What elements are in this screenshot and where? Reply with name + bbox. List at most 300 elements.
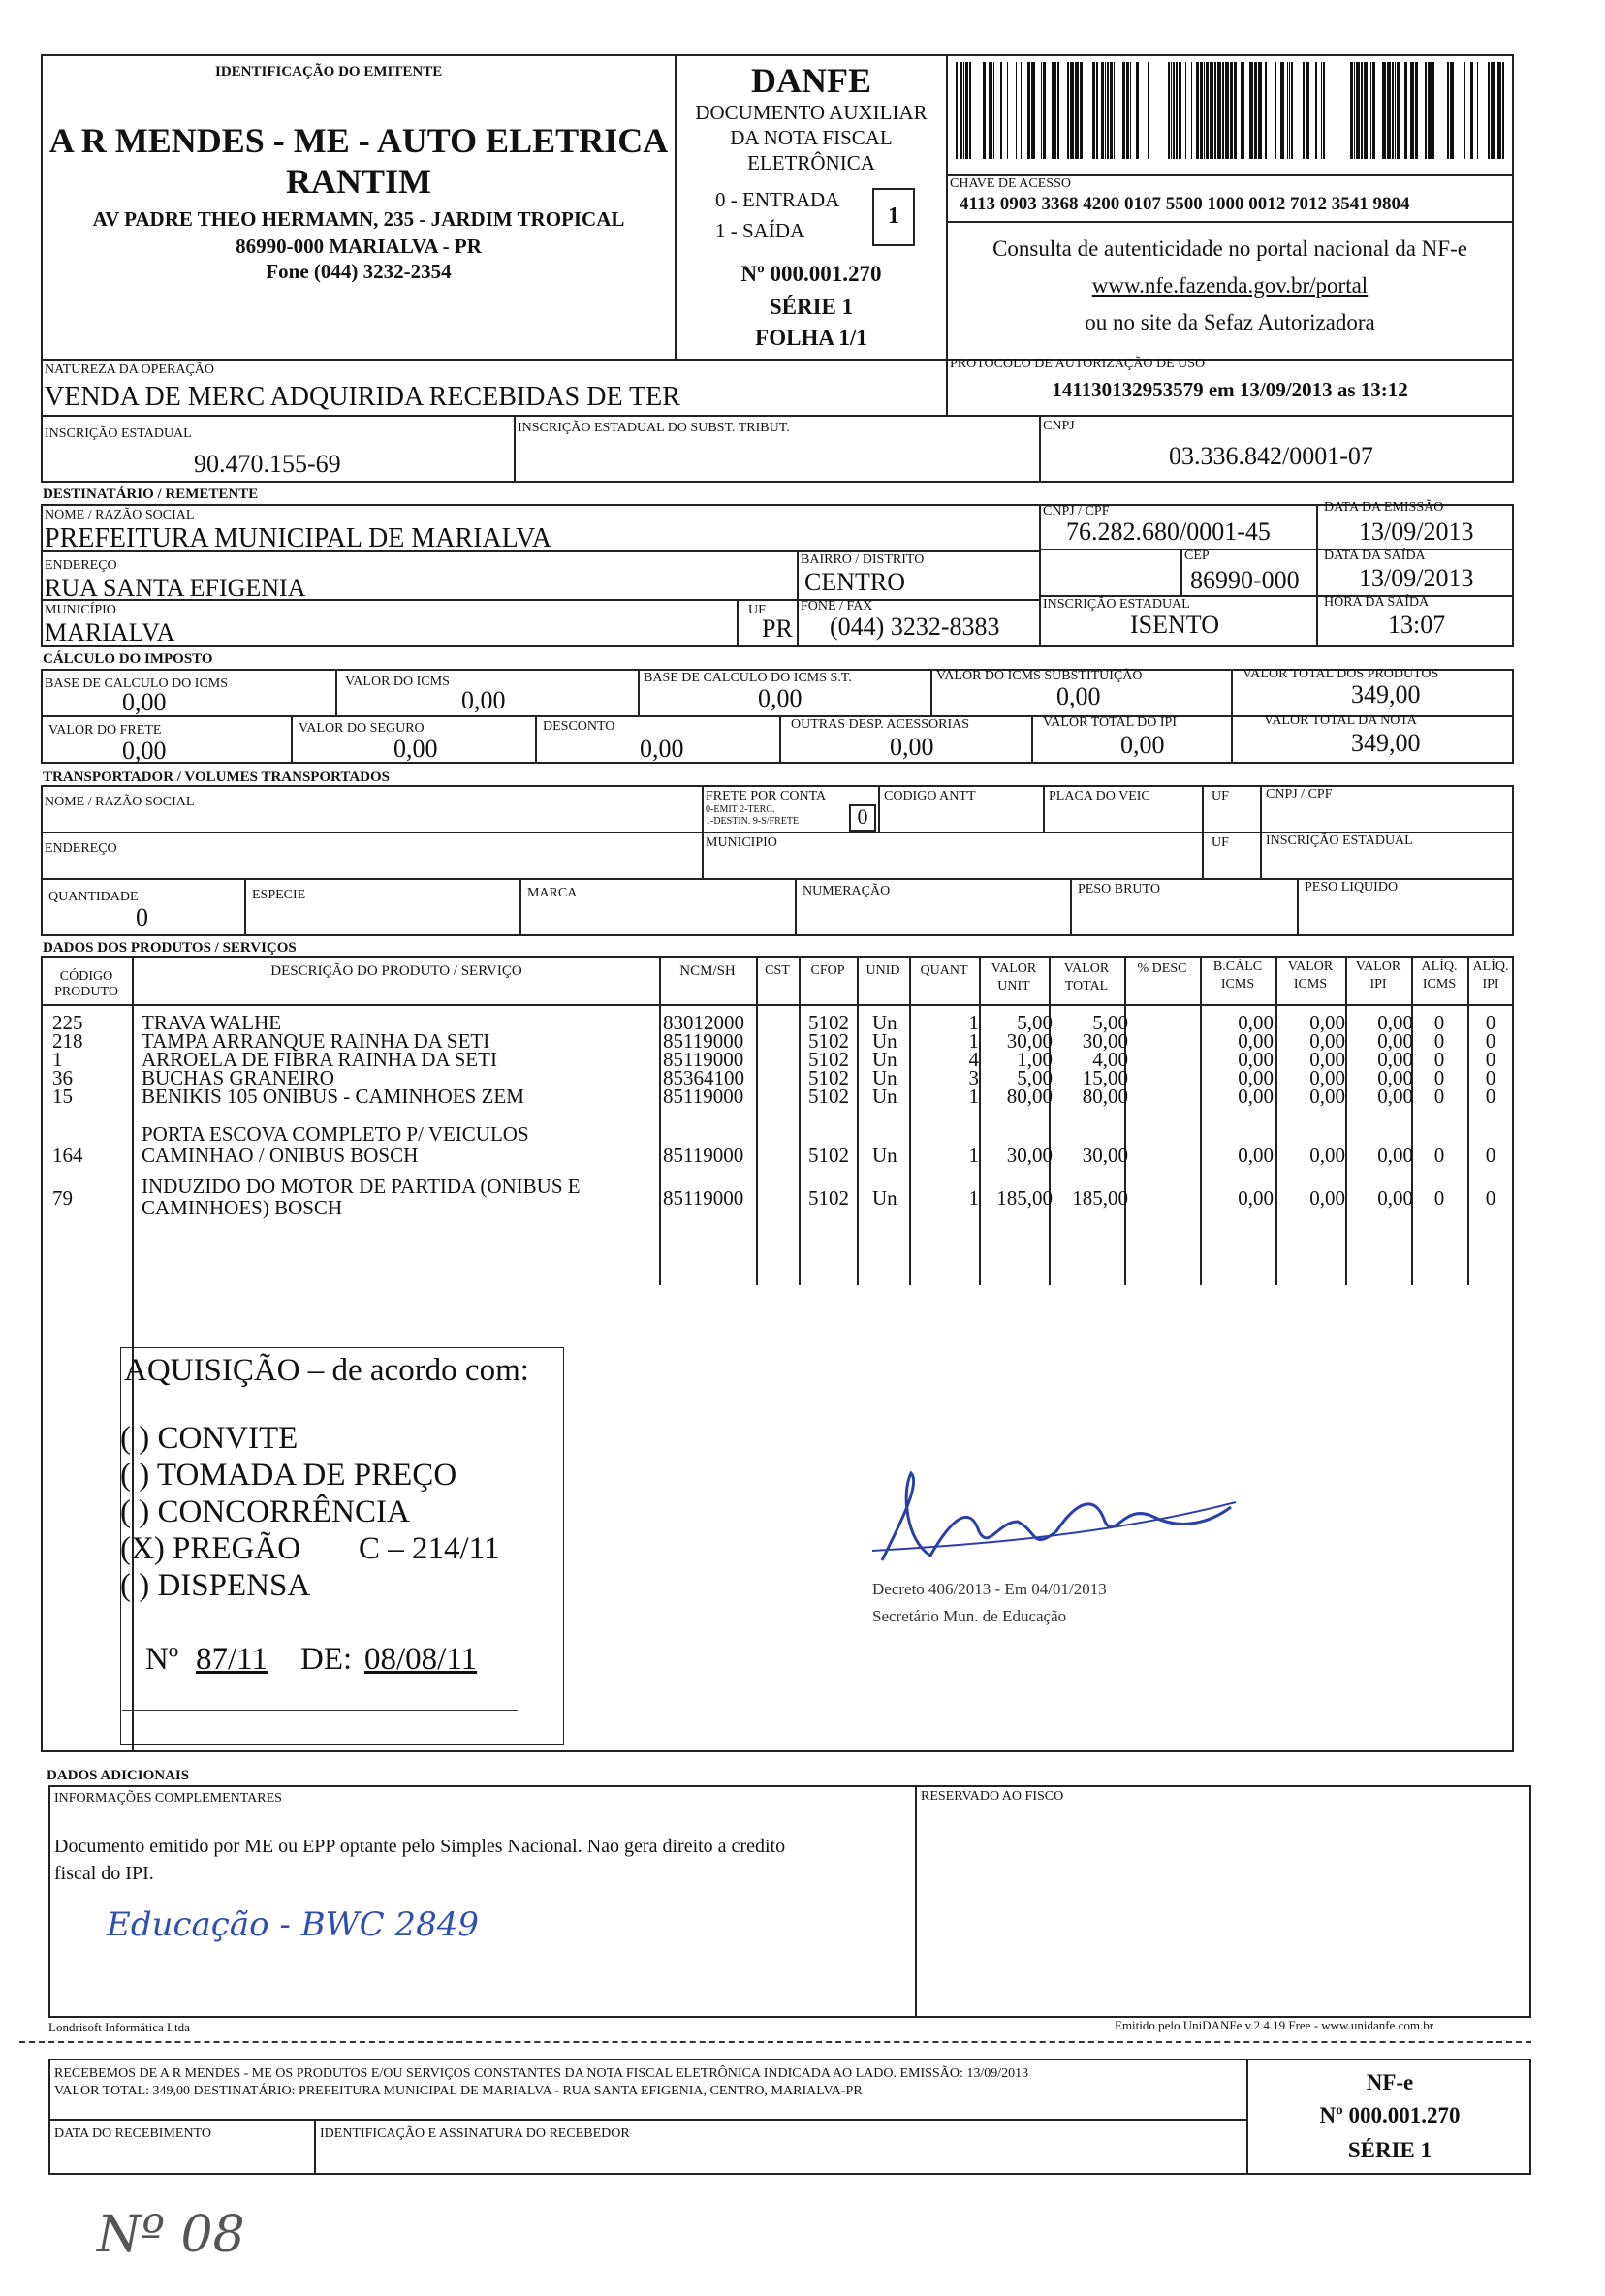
stamp-opt4: (X) PREGÃO xyxy=(120,1531,301,1566)
hdr-vipi2: IPI xyxy=(1369,977,1387,991)
seguro-label: VALOR DO SEGURO xyxy=(299,721,425,736)
barcode-bar xyxy=(1225,62,1229,159)
cell-vtotal: 30,00 xyxy=(1082,1029,1128,1053)
cnpj-emit-label: CNPJ xyxy=(1043,419,1075,433)
ie-st-label: INSCRIÇÃO ESTADUAL DO SUBST. TRIBUT. xyxy=(518,421,790,435)
dest-nome-label: NOME / RAZÃO SOCIAL xyxy=(45,508,195,522)
cell-descricao: BENIKIS 105 ONIBUS - CAMINHOES ZEM xyxy=(142,1085,524,1108)
transp-peso-bruto-label: PESO BRUTO xyxy=(1078,882,1160,896)
dest-emissao: 13/09/2013 xyxy=(1359,518,1474,546)
cell-aicms: 0 xyxy=(1433,1085,1445,1108)
desconto-label: DESCONTO xyxy=(543,719,615,734)
barcode-bar xyxy=(1041,62,1042,159)
stamp-opt1: ( ) CONVITE xyxy=(120,1421,299,1456)
cell-bc: 0,00 xyxy=(1238,1011,1274,1034)
canhoto-serie: SÉRIE 1 xyxy=(1347,2138,1432,2162)
barcode-bar xyxy=(1323,62,1325,159)
outras: 0,00 xyxy=(890,733,934,761)
emitente-phone: Fone (044) 3232-2354 xyxy=(266,260,452,283)
barcode-bar xyxy=(1425,62,1427,159)
transp-frete-opts2: 1-DESTIN. 9-S/FRETE xyxy=(706,816,800,827)
cell-quant: 1 xyxy=(968,1029,979,1053)
canhoto-data-label: DATA DO RECEBIMENTO xyxy=(54,2126,211,2141)
cell-vtotal: 185,00 xyxy=(1072,1186,1128,1210)
transp-qtd: 0 xyxy=(136,903,148,931)
frete-label: VALOR DO FRETE xyxy=(48,723,162,738)
divider xyxy=(1031,715,1033,764)
barcode-bar xyxy=(1204,62,1205,159)
cell-aipi: 0 xyxy=(1485,1029,1496,1053)
cell-vicms: 0,00 xyxy=(1309,1144,1345,1167)
barcode-bar xyxy=(1096,62,1098,159)
barcode-bar xyxy=(1176,62,1178,159)
hdr-cfop: CFOP xyxy=(810,963,845,978)
barcode-bar xyxy=(1196,62,1199,159)
barcode-bar xyxy=(1364,62,1368,159)
dest-municipio-label: MUNICÍPIO xyxy=(45,603,116,617)
transp-placa-label: PLACA DO VEIC xyxy=(1049,789,1150,803)
cell-cfop: 5102 xyxy=(808,1186,849,1210)
cell-descricao: ARROELA DE FIBRA RAINHA DA SETI xyxy=(142,1048,497,1071)
danfe-numero: Nº 000.001.270 xyxy=(740,262,882,286)
divider xyxy=(314,2119,316,2175)
divider xyxy=(659,956,661,1285)
divider xyxy=(1297,878,1299,936)
divider xyxy=(878,785,880,832)
cell-ncm: 85119000 xyxy=(663,1144,744,1167)
cell-aipi: 0 xyxy=(1485,1048,1496,1071)
barcode-bar xyxy=(1171,62,1172,159)
hdr-cst: CST xyxy=(765,963,790,978)
hdr-vicms2: ICMS xyxy=(1293,977,1328,991)
barcode-bar xyxy=(1021,62,1022,159)
cell-vipi: 0,00 xyxy=(1377,1066,1413,1089)
hdr-desc: % DESC xyxy=(1137,961,1187,976)
barcode-bar xyxy=(1428,62,1432,159)
outras-label: OUTRAS DESP. ACESSORIAS xyxy=(791,717,969,732)
cell-ncm: 85119000 xyxy=(663,1186,744,1210)
info-text1: Documento emitido por ME ou EPP optante pelo Simples Nacional. Nao gera direito a credito xyxy=(54,1836,786,1857)
barcode-bar xyxy=(1275,62,1276,159)
cell-aicms: 0 xyxy=(1433,1048,1445,1071)
divider xyxy=(1200,956,1202,1285)
natureza-label: NATUREZA DA OPERAÇÃO xyxy=(45,362,215,377)
divider xyxy=(1316,504,1318,647)
barcode-bar xyxy=(1148,62,1149,159)
barcode-bar xyxy=(1031,62,1035,159)
cell-unid: Un xyxy=(872,1011,897,1034)
cell-vipi: 0,00 xyxy=(1377,1011,1413,1034)
imposto-section-label: CÁLCULO DO IMPOSTO xyxy=(43,651,213,667)
divider xyxy=(799,956,801,1285)
cell-codigo: 36 xyxy=(52,1066,73,1089)
cell-quant: 3 xyxy=(968,1066,979,1089)
barcode-bar xyxy=(1230,62,1233,159)
divider xyxy=(1411,956,1413,1285)
divider xyxy=(1043,785,1045,832)
transp-nome-label: NOME / RAZÃO SOCIAL xyxy=(45,795,195,809)
barcode-bar xyxy=(1126,62,1129,159)
transp-frete-value: 0 xyxy=(857,804,868,829)
seguro: 0,00 xyxy=(393,735,438,763)
barcode-icon xyxy=(956,62,1504,159)
dest-ie: ISENTO xyxy=(1130,611,1219,639)
cell-aipi: 0 xyxy=(1485,1144,1496,1167)
barcode-bar xyxy=(983,62,986,159)
hdr-vtotal1: VALOR xyxy=(1063,961,1110,976)
barcode-bar xyxy=(1404,62,1407,159)
stamp-numero-prefix: Nº xyxy=(145,1642,179,1677)
barcode-bar xyxy=(1387,62,1391,159)
transportador-box xyxy=(41,785,1514,936)
cell-vunit: 5,00 xyxy=(1017,1066,1053,1089)
hdr-unid: UNID xyxy=(865,963,900,978)
canhoto-text2: VALOR TOTAL: 349,00 DESTINATÁRIO: PREFEITURA MUNICIPAL DE MARIALVA - RUA SANTA EFIGENIA, CENTRO, MARIALVA-PR xyxy=(54,2084,863,2098)
barcode-bar xyxy=(1222,62,1224,159)
divider xyxy=(1202,785,1204,878)
cell-bc: 0,00 xyxy=(1238,1144,1274,1167)
v-nota-label: VALOR TOTAL DA NOTA xyxy=(1264,713,1417,728)
cell-ncm: 85119000 xyxy=(663,1085,744,1108)
barcode-bar xyxy=(1258,62,1262,159)
barcode-bar xyxy=(1432,62,1434,159)
barcode-bar xyxy=(1092,62,1095,159)
barcode-bar xyxy=(1370,62,1371,159)
emitente-name-line1: A R MENDES - ME - AUTO ELETRICA xyxy=(48,121,669,160)
cell-ncm: 85364100 xyxy=(663,1066,744,1089)
cell-unid: Un xyxy=(872,1048,897,1071)
cell-ncm: 85119000 xyxy=(663,1029,744,1053)
dest-endereco-label: ENDEREÇO xyxy=(45,558,117,573)
hdr-vtotal2: TOTAL xyxy=(1064,979,1109,993)
danfe-subtitle2: DA NOTA FISCAL xyxy=(730,126,893,149)
table-row xyxy=(47,1122,1512,1167)
stamp-data: 08/08/11 xyxy=(364,1642,478,1677)
stamp-opt3: ( ) CONCORRÊNCIA xyxy=(120,1494,410,1529)
hdr-codigo1: CÓDIGO xyxy=(59,969,113,984)
divider xyxy=(1345,956,1347,1285)
divider xyxy=(1231,669,1233,764)
cell-descricao: TAMPA ARRANQUE RAINHA DA SETI xyxy=(142,1029,490,1053)
cell-vunit: 1,00 xyxy=(1017,1048,1053,1071)
transp-antt-label: CODIGO ANTT xyxy=(884,789,976,803)
cell-ncm: 83012000 xyxy=(663,1011,744,1034)
produtos-section-label: DADOS DOS PRODUTOS / SERVIÇOS xyxy=(43,940,297,956)
barcode-bar xyxy=(1105,62,1106,159)
barcode-bar xyxy=(1289,62,1290,159)
cell-aicms: 0 xyxy=(1433,1186,1445,1210)
divider xyxy=(737,599,739,647)
hdr-bc2: ICMS xyxy=(1220,977,1255,991)
divider xyxy=(291,715,293,764)
hdr-vicms1: VALOR xyxy=(1287,959,1334,974)
divider xyxy=(756,956,758,1285)
cell-vicms: 0,00 xyxy=(1309,1029,1345,1053)
barcode-bar xyxy=(1502,62,1504,159)
cell-unid: Un xyxy=(872,1144,897,1167)
divider xyxy=(797,550,799,647)
danfe-subtitle3: ELETRÔNICA xyxy=(747,151,875,174)
cut-line xyxy=(19,2041,1531,2043)
divider xyxy=(915,1785,917,2018)
cell-vicms: 0,00 xyxy=(1309,1085,1345,1108)
barcode-bar xyxy=(1372,62,1375,159)
divider xyxy=(1049,956,1051,1285)
divider xyxy=(519,878,521,936)
barcode-bar xyxy=(1185,62,1186,159)
emitente-city: 86990-000 MARIALVA - PR xyxy=(236,235,482,258)
barcode-bar xyxy=(1214,62,1216,159)
divider xyxy=(702,785,704,878)
stamp-de-prefix: DE: xyxy=(300,1642,353,1677)
v-icms-label: VALOR DO ICMS xyxy=(345,675,450,689)
cell-aipi: 0 xyxy=(1485,1085,1496,1108)
protocolo-value: 141130132953579 em 13/09/2013 as 13:12 xyxy=(1052,378,1408,401)
barcode-bar xyxy=(1306,62,1309,159)
barcode-bar xyxy=(1491,62,1495,159)
danfe-entrada: 0 - ENTRADA xyxy=(715,188,840,211)
cell-vunit: 30,00 xyxy=(1006,1144,1053,1167)
barcode-bar xyxy=(1168,62,1170,159)
divider xyxy=(1180,550,1182,597)
cell-quant: 1 xyxy=(968,1011,979,1034)
cell-codigo: 225 xyxy=(52,1011,83,1034)
stamp-opt5: ( ) DISPENSA xyxy=(120,1568,311,1603)
barcode-bar xyxy=(1173,62,1175,159)
cell-vipi: 0,00 xyxy=(1377,1048,1413,1071)
barcode-bar xyxy=(1470,62,1473,159)
transp-endereco-label: ENDEREÇO xyxy=(45,841,117,856)
divider xyxy=(244,878,246,936)
cell-quant: 1 xyxy=(968,1144,979,1167)
dest-nome: PREFEITURA MUNICIPAL DE MARIALVA xyxy=(45,523,552,553)
divider xyxy=(535,715,537,764)
dest-hora: 13:07 xyxy=(1388,611,1446,639)
hdr-vunit2: UNIT xyxy=(997,979,1030,993)
barcode-bar xyxy=(969,62,971,159)
hdr-codigo2: PRODUTO xyxy=(54,985,118,999)
barcode-bar xyxy=(1464,62,1465,159)
dest-uf: PR xyxy=(762,614,793,643)
cell-codigo: 79 xyxy=(52,1186,73,1210)
cell-vunit: 80,00 xyxy=(1006,1085,1053,1108)
divider xyxy=(930,669,932,715)
cell-vicms: 0,00 xyxy=(1309,1011,1345,1034)
stamp-line xyxy=(122,1710,518,1711)
cell-cfop: 5102 xyxy=(808,1085,849,1108)
emitente-name-line2: RANTIM xyxy=(286,162,431,201)
divider xyxy=(1467,956,1469,1285)
info-text2: fiscal do IPI. xyxy=(54,1863,154,1884)
cell-vicms: 0,00 xyxy=(1309,1066,1345,1089)
cell-unid: Un xyxy=(872,1186,897,1210)
barcode-bar xyxy=(1075,62,1079,159)
transp-municipio-label: MUNICIPIO xyxy=(706,835,777,850)
transp-uf-label: UF xyxy=(1212,789,1229,803)
cell-bc: 0,00 xyxy=(1238,1029,1274,1053)
bc-st-label: BASE DE CALCULO DO ICMS S.T. xyxy=(644,671,852,685)
cell-cfop: 5102 xyxy=(808,1144,849,1167)
transp-ie-label: INSCRIÇÃO ESTADUAL xyxy=(1266,833,1413,848)
barcode-bar xyxy=(1265,62,1267,159)
consulta-text1: Consulta de autenticidade no portal nacional da NF-e xyxy=(992,236,1467,261)
cell-aipi: 0 xyxy=(1485,1011,1496,1034)
barcode-bar xyxy=(1356,62,1360,159)
transp-numeracao-label: NUMERAÇÃO xyxy=(802,884,891,898)
hdr-aicms2: ICMS xyxy=(1422,977,1457,991)
ie-label: INSCRIÇÃO ESTADUAL xyxy=(45,426,192,441)
barcode-bar xyxy=(1122,62,1125,159)
barcode-bar xyxy=(1052,62,1054,159)
bc-icms-label: BASE DE CALCULO DO ICMS xyxy=(45,676,229,691)
barcode-bar xyxy=(1101,62,1104,159)
transp-uf2-label: UF xyxy=(1212,835,1229,850)
barcode-bar xyxy=(1007,62,1008,159)
hdr-ncm: NCM/SH xyxy=(679,963,736,979)
table-row xyxy=(47,1085,1512,1108)
info-label: INFORMAÇÕES COMPLEMENTARES xyxy=(54,1791,282,1806)
consulta-text2: ou no site da Sefaz Autorizadora xyxy=(1085,310,1375,334)
v-nota: 349,00 xyxy=(1351,729,1421,757)
cell-cfop: 5102 xyxy=(808,1011,849,1034)
cell-aicms: 0 xyxy=(1433,1029,1445,1053)
cell-vipi: 0,00 xyxy=(1377,1144,1413,1167)
barcode-bar xyxy=(1303,62,1305,159)
stamp-title: AQUISIÇÃO – de acordo com: xyxy=(124,1353,529,1388)
footer-emitido: Emitido pelo UniDANFe v.2.4.19 Free - www.unidanfe.com.br xyxy=(1115,2018,1434,2032)
barcode-bar xyxy=(1043,62,1046,159)
transp-cnpj-label: CNPJ / CPF xyxy=(1266,787,1333,802)
cell-bc: 0,00 xyxy=(1238,1186,1274,1210)
barcode-bar xyxy=(989,62,992,159)
barcode-bar xyxy=(1477,62,1478,159)
cell-vipi: 0,00 xyxy=(1377,1186,1413,1210)
barcode-bar xyxy=(1067,62,1069,159)
emitente-address: AV PADRE THEO HERMAMN, 235 - JARDIM TROPICAL xyxy=(92,207,625,231)
v-prod: 349,00 xyxy=(1351,680,1421,708)
ipi: 0,00 xyxy=(1120,731,1165,759)
hdr-bc1: B.CÁLC xyxy=(1212,959,1263,974)
divider xyxy=(1039,549,1514,550)
barcode-bar xyxy=(1016,62,1017,159)
dest-endereco: RUA SANTA EFIGENIA xyxy=(45,574,306,602)
signature-stamp-line1: Decreto 406/2013 - Em 04/01/2013 xyxy=(872,1580,1107,1598)
barcode-bar xyxy=(1280,62,1284,159)
footer-software: Londrisoft Informática Ltda xyxy=(48,2020,190,2034)
cell-descricao: PORTA ESCOVA COMPLETO P/ VEICULOS xyxy=(142,1122,529,1146)
table-row xyxy=(47,1175,1512,1219)
barcode-bar xyxy=(1057,62,1059,159)
barcode-bar xyxy=(1000,62,1002,159)
barcode-bar xyxy=(1110,62,1113,159)
ie-value: 90.470.155-69 xyxy=(194,450,341,478)
cell-quant: 1 xyxy=(968,1085,979,1108)
cell-descricao: INDUZIDO DO MOTOR DE PARTIDA (ONIBUS E xyxy=(142,1175,581,1198)
divider xyxy=(48,2119,1248,2121)
dest-hora-label: HORA DA SAÍDA xyxy=(1324,595,1430,610)
divider xyxy=(1124,956,1126,1285)
hdr-quant: QUANT xyxy=(920,963,968,978)
cell-vunit: 5,00 xyxy=(1017,1011,1053,1034)
barcode-bar xyxy=(1397,62,1400,159)
barcode-bar xyxy=(1136,62,1139,159)
cell-vtotal: 30,00 xyxy=(1082,1144,1128,1167)
transp-peso-liquido-label: PESO LIQUIDO xyxy=(1305,880,1399,895)
cell-vunit: 30,00 xyxy=(1006,1029,1053,1053)
hdr-vipi1: VALOR xyxy=(1355,959,1401,974)
natureza-value: VENDA DE MERC ADQUIRIDA RECEBIDAS DE TER xyxy=(45,382,680,412)
dest-cep: 86990-000 xyxy=(1190,566,1300,594)
transp-frete-label: FRETE POR CONTA xyxy=(706,789,827,803)
table-row xyxy=(47,1048,1512,1071)
barcode-bar xyxy=(1315,62,1317,159)
divider xyxy=(795,878,797,936)
barcode-bar xyxy=(1191,62,1192,159)
chave-value: 4113 0903 3368 4200 0107 5500 1000 0012 7012 3541 9804 xyxy=(960,194,1410,214)
cell-descricao: BUCHAS GRANEIRO xyxy=(142,1066,334,1089)
barcode-bar xyxy=(1392,62,1394,159)
stamp-opt4-code: C – 214/11 xyxy=(359,1531,500,1566)
dest-municipio: MARIALVA xyxy=(45,618,175,646)
hdr-vunit1: VALOR xyxy=(991,961,1037,976)
divider xyxy=(979,956,981,1285)
table-row xyxy=(47,1011,1512,1034)
signature-icon xyxy=(863,1463,1241,1580)
transp-especie-label: ESPECIE xyxy=(252,888,306,902)
cnpj-emit-value: 03.336.842/0001-07 xyxy=(1169,442,1373,470)
barcode-bar xyxy=(1217,62,1221,159)
dest-ie-label: INSCRIÇÃO ESTADUAL xyxy=(1043,597,1190,612)
table-row xyxy=(47,1066,1512,1089)
desconto: 0,00 xyxy=(640,735,684,763)
dest-saida: 13/09/2013 xyxy=(1359,564,1474,592)
danfe-folha: FOLHA 1/1 xyxy=(755,326,867,350)
dest-cep-label: CEP xyxy=(1184,549,1210,563)
chave-label: CHAVE DE ACESSO xyxy=(950,176,1071,191)
barcode-bar xyxy=(993,62,994,159)
cell-bc: 0,00 xyxy=(1238,1066,1274,1089)
hdr-aipi1: ALÍQ. xyxy=(1472,959,1509,974)
divider xyxy=(41,1004,1514,1006)
cell-unid: Un xyxy=(872,1029,897,1053)
barcode-bar xyxy=(1395,62,1396,159)
divider xyxy=(1039,504,1041,647)
stamp-numero: 87/11 xyxy=(196,1642,268,1677)
canhoto-nfe: NF-e xyxy=(1366,2070,1414,2094)
cell-codigo: 164 xyxy=(52,1144,83,1167)
cell-aicms: 0 xyxy=(1433,1144,1445,1167)
barcode-bar xyxy=(1350,62,1353,159)
barcode-bar xyxy=(960,62,962,159)
bc-icms: 0,00 xyxy=(122,688,167,716)
danfe-title: DANFE xyxy=(751,61,871,100)
cell-aicms: 0 xyxy=(1433,1066,1445,1089)
divider xyxy=(1070,878,1072,936)
table-row xyxy=(47,1029,1512,1053)
cell-aicms: 0 xyxy=(1433,1011,1445,1034)
transp-marca-label: MARCA xyxy=(527,886,578,900)
handwritten-bottom: Nº 08 xyxy=(97,2206,245,2264)
dest-bairro: CENTRO xyxy=(804,568,905,596)
danfe-tipo: 1 xyxy=(888,204,899,229)
cell-aipi: 0 xyxy=(1485,1186,1496,1210)
canhoto-numero: Nº 000.001.270 xyxy=(1319,2103,1461,2127)
stamp-opt2: ( ) TOMADA DE PREÇO xyxy=(120,1458,457,1493)
emitente-section-label: IDENTIFICAÇÃO DO EMITENTE xyxy=(215,64,443,79)
cell-vunit: 185,00 xyxy=(996,1186,1053,1210)
cell-codigo: 1 xyxy=(52,1048,63,1071)
dest-fone: (044) 3232-8383 xyxy=(830,613,1000,641)
